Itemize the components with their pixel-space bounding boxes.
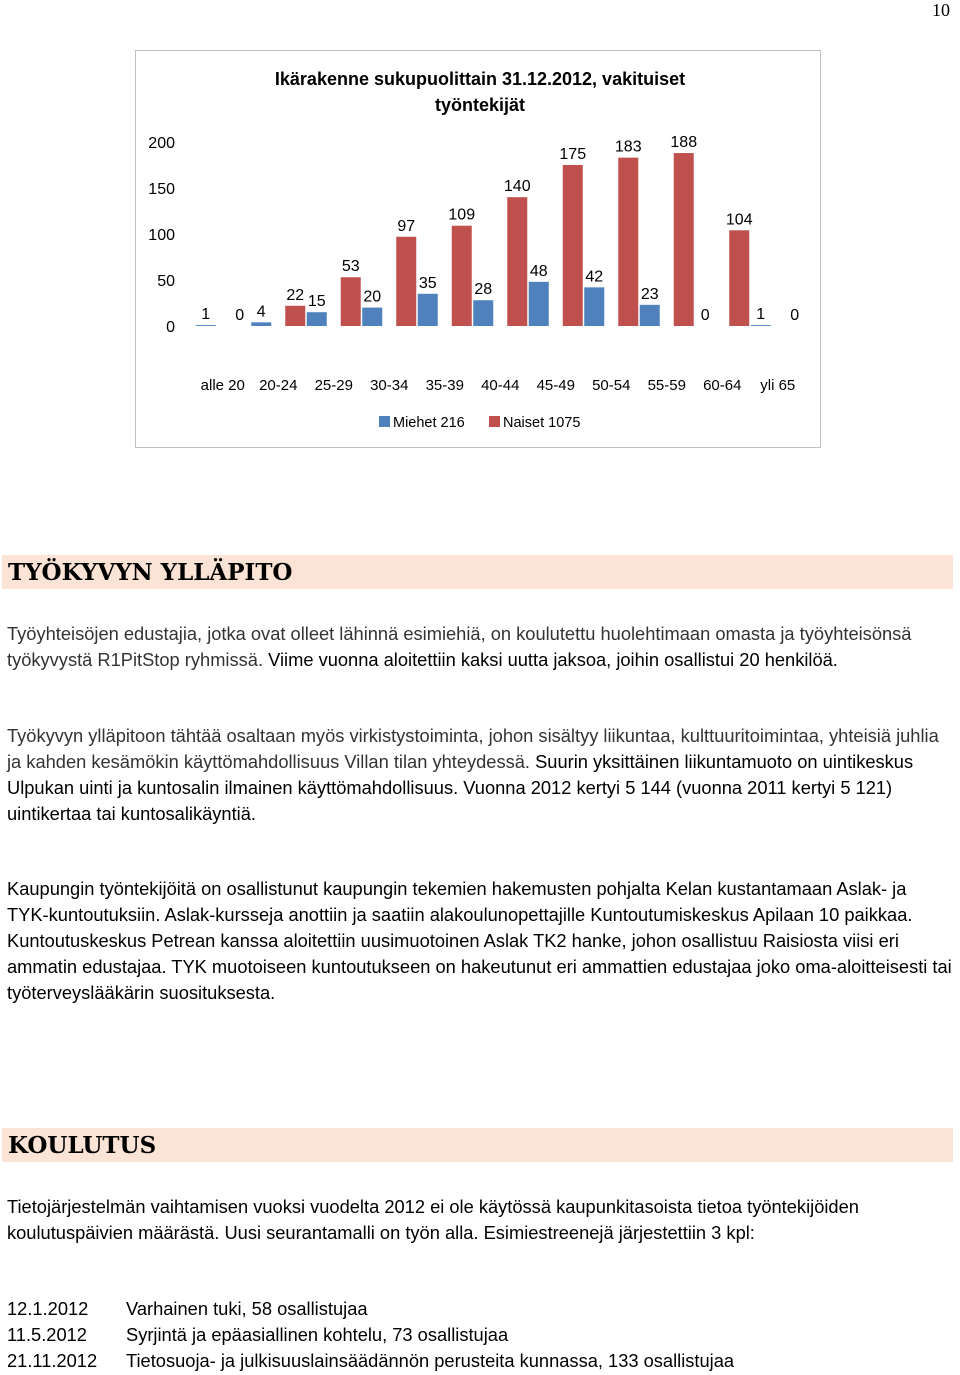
data-label-naiset: 109 bbox=[448, 206, 476, 224]
bar-naiset bbox=[618, 158, 638, 326]
course-item bbox=[7, 1348, 952, 1374]
x-tick-label: 35-39 bbox=[425, 377, 464, 394]
data-label-miehet: 28 bbox=[474, 281, 493, 299]
bar-miehet bbox=[418, 294, 438, 326]
x-tick-label: yli 65 bbox=[760, 377, 796, 394]
page-number: 10 bbox=[932, 0, 950, 20]
data-label-miehet: 0 bbox=[700, 307, 710, 324]
chart-title: Ikärakenne sukupuolittain 31.12.2012, vakituiset työntekijät bbox=[274, 69, 686, 115]
x-tick-label: 60-64 bbox=[703, 377, 742, 394]
data-label-miehet: 1 bbox=[201, 306, 211, 324]
data-label-miehet: 20 bbox=[363, 288, 382, 306]
data-label-miehet: 23 bbox=[640, 285, 659, 303]
section-heading-tyokyky: TYÖKYVYN YLLÄPITO bbox=[2, 555, 953, 589]
tyokyky-p1-part-b: Viime vuonna aloitettiin kaksi uutta jaksoa, joihin osallistui 20 henkilöä. bbox=[263, 649, 838, 670]
x-tick-label: 30-34 bbox=[370, 377, 409, 394]
legend-swatch-miehet bbox=[379, 416, 390, 427]
course-description: Syrjintä ja epäasiallinen kohtelu, 73 osallistujaa bbox=[126, 1324, 509, 1345]
bar-naiset bbox=[285, 306, 305, 326]
bar-miehet bbox=[473, 300, 493, 326]
data-label-miehet: 35 bbox=[418, 274, 437, 292]
x-tick-label: 45-49 bbox=[536, 377, 575, 394]
bar-miehet bbox=[196, 325, 216, 326]
course-item bbox=[7, 1322, 952, 1348]
bar-naiset bbox=[674, 153, 694, 326]
bar-naiset bbox=[563, 165, 583, 326]
bar-miehet bbox=[307, 312, 327, 326]
bar-naiset bbox=[341, 277, 361, 326]
x-tick-label: 25-29 bbox=[314, 377, 353, 394]
x-tick-label: 55-59 bbox=[647, 377, 686, 394]
legend-label-miehet: Miehet 216 bbox=[393, 415, 465, 431]
y-tick-label: 100 bbox=[148, 227, 175, 244]
data-label-miehet: 4 bbox=[256, 303, 266, 321]
course-date: 12.1.2012 bbox=[7, 1298, 89, 1319]
x-tick-label: 40-44 bbox=[481, 377, 520, 394]
data-label-miehet: 1 bbox=[756, 306, 766, 324]
data-label-naiset: 53 bbox=[341, 258, 360, 276]
tyokyky-paragraph-3: Kaupungin työntekijöitä on osallistunut kaupungin tekemien hakemusten pohjalta Kelan kustantamaan Aslak- ja TYK-kuntoutuksiin. Aslak-kursseja anottiin ja saatiin alakoulunopettajille Kuntoutumiskeskus Apilaan 10 paikkaa. Kuntoutuskeskus Petrean kanssa aloitettiin uusimuotoinen Aslak TK2 hanke, johon osallistuu Raisiosta viisi eri ammatin edustajaa. TYK muotoiseen kuntoutukseen on hakeutunut eri ammattien edustajaa joko oma-aloitteisesti tai työterveyslääkärin suosituksesta. bbox=[7, 878, 952, 1003]
tyokyky-p1-part-a: Työyhteisöjen edustajia, jotka ovat olleet lähinnä esimiehiä, on koulutettu huolehtimaan omasta ja työyhteisönsä työkyvystä R1PitStop ryhmissä. bbox=[7, 623, 912, 670]
y-tick-label: 0 bbox=[166, 319, 175, 336]
data-label-naiset: 183 bbox=[614, 138, 642, 156]
data-label-naiset: 22 bbox=[286, 286, 305, 304]
course-description: Varhainen tuki, 58 osallistujaa bbox=[126, 1298, 368, 1319]
data-label-naiset: 188 bbox=[670, 134, 698, 152]
data-label-miehet: 15 bbox=[307, 293, 326, 311]
koulutus-paragraph-1: Tietojärjestelmän vaihtamisen vuoksi vuodelta 2012 ei ole käytössä kaupunkitasoista tietoa työntekijöiden koulutuspäivien määrästä. Uusi seurantamalli on työn alla. Esimiestreenejä järjestettiin 3 kpl: bbox=[7, 1196, 859, 1243]
bar-miehet bbox=[362, 308, 382, 326]
bar-miehet bbox=[751, 325, 771, 326]
course-description: Tietosuoja- ja julkisuuslainsäädännön perusteita kunnassa, 133 osallistujaa bbox=[126, 1350, 735, 1371]
data-label-naiset: 104 bbox=[725, 211, 753, 229]
data-label-miehet: 48 bbox=[529, 262, 548, 280]
tyokyky-paragraph-2 bbox=[7, 723, 952, 827]
x-tick-label: alle 20 bbox=[200, 377, 245, 394]
legend-label-naiset: Naiset 1075 bbox=[503, 415, 581, 431]
bar-miehet bbox=[584, 287, 604, 326]
data-label-miehet: 42 bbox=[585, 268, 604, 286]
y-tick-label: 50 bbox=[157, 273, 175, 290]
data-label-naiset: 140 bbox=[503, 178, 531, 196]
x-tick-label: 50-54 bbox=[592, 377, 631, 394]
bar-naiset bbox=[396, 237, 416, 326]
bar-miehet bbox=[251, 322, 271, 326]
data-label-naiset: 0 bbox=[790, 307, 800, 324]
course-item bbox=[7, 1296, 952, 1322]
bar-miehet bbox=[529, 282, 549, 326]
data-label-naiset: 0 bbox=[235, 307, 245, 324]
bar-miehet bbox=[640, 305, 660, 326]
course-date: 21.11.2012 bbox=[7, 1350, 98, 1371]
bar-naiset bbox=[507, 197, 527, 326]
data-label-naiset: 97 bbox=[397, 217, 416, 235]
y-tick-label: 200 bbox=[148, 135, 175, 152]
data-label-naiset: 175 bbox=[559, 146, 587, 163]
tyokyky-p2-part-a: Työkyvyn ylläpitoon tähtää osaltaan myös virkistystoiminta, johon sisältyy liikuntaa, kulttuuritoimintaa, yhteisiä juhlia ja kahden kesämökin käyttömahdollisuus Villan tilan yhteydessä. bbox=[7, 725, 939, 772]
bar-naiset bbox=[452, 226, 472, 326]
y-tick-label: 150 bbox=[148, 181, 175, 198]
section-heading-koulutus: KOULUTUS bbox=[2, 1128, 953, 1162]
legend-swatch-naiset bbox=[489, 416, 500, 427]
bar-naiset bbox=[729, 230, 749, 326]
course-date: 11.5.2012 bbox=[7, 1324, 87, 1345]
tyokyky-p2-part-b: Suurin yksittäinen liikuntamuoto on uintikeskus Ulpukan uinti ja kuntosalin ilmainen käyttömahdollisuus. Vuonna 2012 kertyi 5 144 (vuonna 2011 kertyi 5 121) uintikertaa tai kuntosalikäyntiä. bbox=[7, 751, 914, 824]
x-tick-label: 20-24 bbox=[259, 377, 298, 394]
course-list bbox=[7, 1296, 952, 1374]
tyokyky-paragraph-1 bbox=[7, 621, 952, 673]
